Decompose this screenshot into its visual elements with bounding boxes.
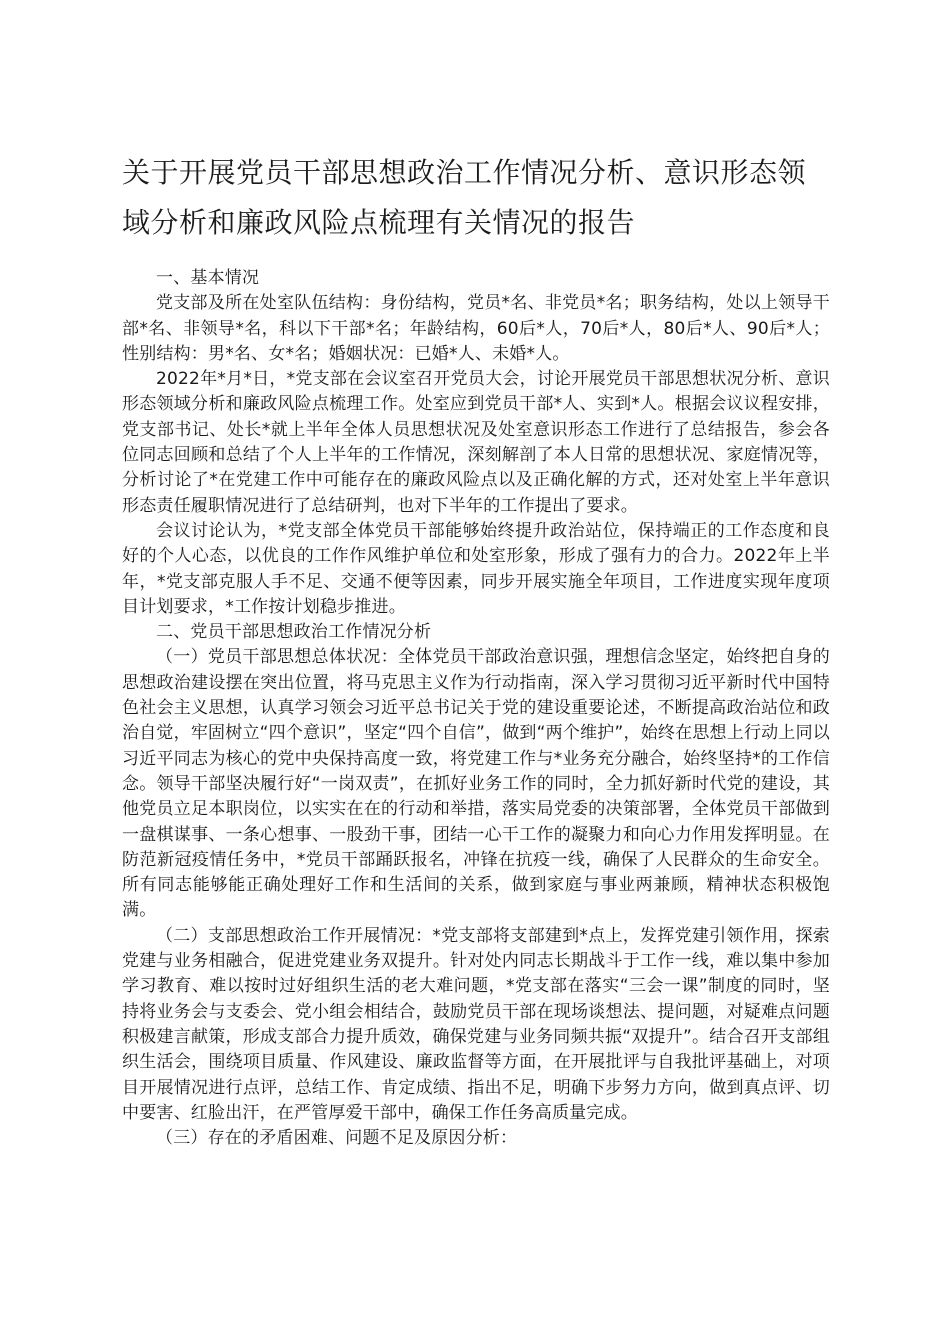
section-heading-analysis: 二、党员干部思想政治工作情况分析 [156, 622, 432, 643]
paragraph-meeting-conclusion: 会议讨论认为，*党支部全体党员干部能够始终提升政治站位，保持端正的工作态度和良好的个人心态，以优良的工作作风维护单位和处室形象，形成了强有力的合力。2022年上半年，*党支部克服人手不足、交通不便等因素，同步开展实施全年项目，工作进度实现年度项目计划要求，*工作按计划稳步推进。 [122, 520, 830, 617]
section-heading-basic-info: 一、基本情况 [156, 268, 260, 288]
document-body [122, 266, 830, 1151]
paragraph-team-structure: 党支部及所在处室队伍结构：身份结构，党员*名、非党员*名；职务结构，处以上领导干部*名、非领导*名，科以下干部*名；年龄结构，60后*人，70后*人，80后*人、90后*人；性别结构：男*名、女*名；婚姻状况：已婚*人、未婚*人。 [122, 293, 830, 364]
paragraph-overall-status: （一）党员干部思想总体状况：全体党员干部政治意识强，理想信念坚定，始终把自身的思想政治建设摆在突出位置，将马克思主义作为行动指南，深入学习贯彻习近平新时代中国特色社会主义思想，认真学习领会习近平总书记关于党的建设重要论述，不断提高政治站位和政治自觉，牢固树立“四个意识”，坚定“四个自信”，做到“两个维护”，始终在思想上行动上同以习近平同志为核心的党中央保持高度一致，将党建工作与*业务充分融合，始终坚持*的工作信念。领导干部坚决履行好“一岗双责”，在抓好业务工作的同时，全力抓好新时代党的建设，其他党员立足本职岗位，以实实在在的行动和举措，落实局党委的决策部署，全体党员干部做到一盘棋谋事、一条心想事、一股劲干事，团结一心干工作的凝聚力和向心力作用发挥明显。在防范新冠疫情任务中，*党员干部踊跃报名，冲锋在抗疫一线，确保了人民群众的生命安全。所有同志能够能正确处理好工作和生活间的关系，做到家庭与事业两兼顾，精神状态积极饱满。 [122, 647, 830, 921]
document-title: 关于开展党员干部思想政治工作情况分析、意识形态领域分析和廉政风险点梳理有关情况的报告 [122, 156, 807, 239]
paragraph-problems-heading: （三）存在的矛盾困难、问题不足及原因分析： [156, 1128, 518, 1149]
paragraph-meeting: 2022年*月*日，*党支部在会议室召开党员大会，讨论开展党员干部思想状况分析、意识形态领域分析和廉政风险点梳理工作。处室应到党员干部*人、实到*人。根据会议议程安排，党支部书记、处长*就上半年全体人员思想状况及处室意识形态工作进行了总结报告，参会各位同志回顾和总结了个人上半年的工作情况，深刻解剖了本人日常的思想状况、家庭情况等，分析讨论了*在党建工作中可能存在的廉政风险点以及正确化解的方式，还对处室上半年意识形态责任履职情况进行了总结研判，也对下半年的工作提出了要求。 [122, 369, 830, 516]
paragraph-branch-work: （二）支部思想政治工作开展情况：*党支部将支部建到*点上，发挥党建引领作用，探索党建与业务相融合，促进党建业务双提升。针对处内同志长期战斗于工作一线，难以集中参加学习教育、难以按时过好组织生活的老大难问题，*党支部在落实“三会一课”制度的同时，坚持将业务会与支委会、党小组会相结合，鼓励党员干部在现场谈想法、提问题，对疑难点问题积极建言献策，形成支部合力提升质效，确保党建与业务同频共振“双提升”。结合召开支部组织生活会，围绕项目质量、作风建设、廉政监督等方面，在开展批评与自我批评基础上，对项目开展情况进行点评，总结工作、肯定成绩、指出不足，明确下步努力方向，做到真点评、切中要害、红脸出汗，在严管厚爱干部中，确保工作任务高质量完成。 [122, 925, 830, 1123]
